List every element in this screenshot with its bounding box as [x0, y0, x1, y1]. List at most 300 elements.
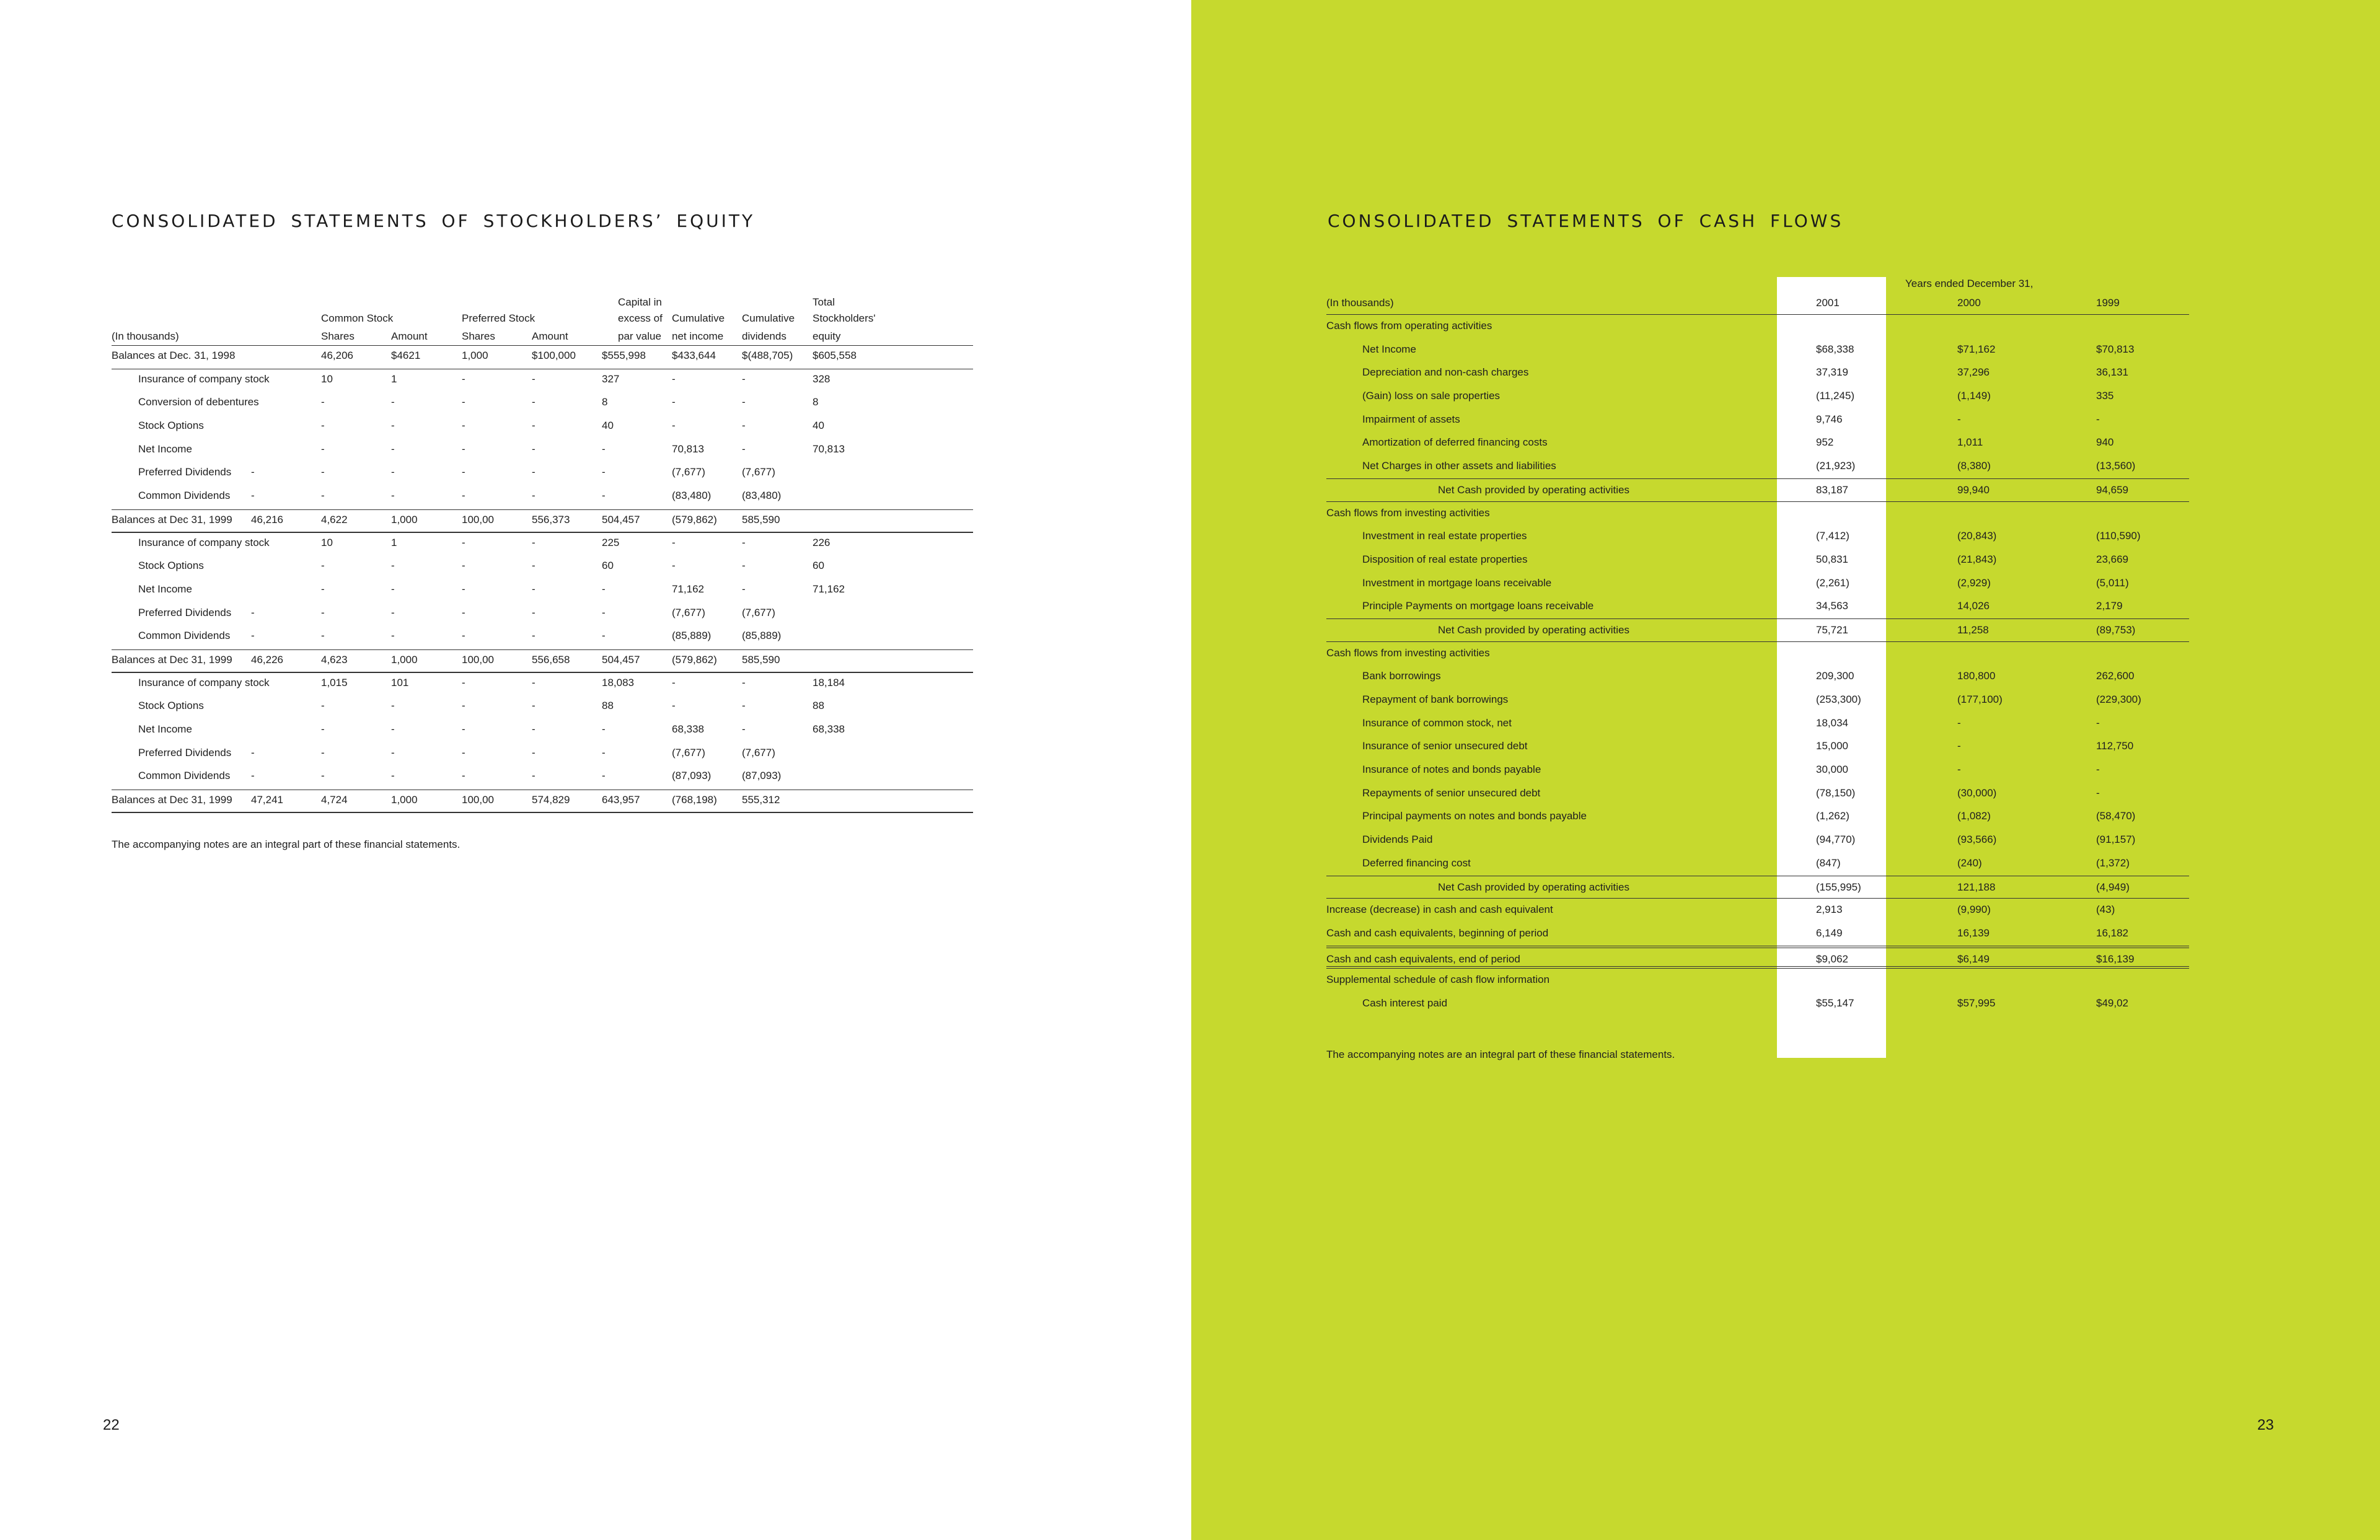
row-label: Preferred Dividends	[138, 746, 232, 759]
cell-cs-sh: -	[321, 606, 325, 618]
cell-2000: -	[1957, 716, 1961, 729]
header-ps-shares: Shares	[462, 330, 495, 342]
page-number-right: 23	[2257, 1417, 2274, 1433]
table-row	[1326, 805, 2189, 829]
cell-2001: (253,300)	[1816, 693, 1861, 705]
cell-2000: (2,929)	[1957, 576, 1991, 589]
cell-cap: -	[602, 583, 606, 595]
equity-footnote: The accompanying notes are an integral part of these financial statements.	[112, 838, 461, 850]
header-cs-amount: Amount	[391, 330, 428, 342]
cell-tot: 18,184	[813, 676, 845, 689]
cell-2001: $9,062	[1816, 953, 1848, 965]
cell-cs-sh: 10	[321, 536, 333, 548]
cell-cs-sh: -	[321, 746, 325, 759]
table-row	[112, 533, 973, 557]
cell-1999: (1,372)	[2096, 856, 2130, 869]
cell-1999: -	[2096, 786, 2100, 799]
cell-div: -	[742, 442, 746, 455]
cell-cs-am: -	[391, 700, 395, 712]
cell-ps-sh: -	[462, 583, 465, 595]
cell-2001: (94,770)	[1816, 834, 1856, 846]
header-ps-amount: Amount	[532, 330, 568, 342]
row-label: Depreciation and non-cash charges	[1362, 366, 1529, 379]
page-number-left: 22	[103, 1417, 120, 1433]
cell-ps-am: -	[532, 560, 536, 572]
cell-ps-am: -	[532, 442, 536, 455]
table-row	[1326, 525, 2189, 548]
balance-row	[112, 790, 973, 813]
cell-2000: (240)	[1957, 856, 1982, 869]
cell-2000: (177,100)	[1957, 693, 2003, 705]
cell-1999: -	[2096, 716, 2100, 729]
equity-title: CONSOLIDATED STATEMENTS OF STOCKHOLDERS’ EQUITY	[112, 211, 756, 231]
cell-ni: -	[672, 700, 676, 712]
cell-cs-am: 1	[391, 372, 397, 385]
cell-cs-am: 1	[391, 536, 397, 548]
balance-row	[112, 509, 973, 533]
cell-2001: 34,563	[1816, 600, 1848, 612]
cell-cap: $555,998	[602, 350, 646, 361]
cell-cs-sh: 4,623	[321, 653, 348, 666]
table-row	[1326, 829, 2189, 852]
table-row	[1326, 431, 2189, 455]
table-row	[112, 369, 973, 393]
cell-2000: 121,188	[1957, 881, 1996, 893]
cell-tot: $605,558	[813, 350, 857, 361]
cell-1999: (13,560)	[2096, 460, 2136, 472]
cell-2001: 2,913	[1816, 904, 1843, 916]
cell-2001: (2,261)	[1816, 576, 1849, 589]
row-label: Cash interest paid	[1362, 997, 1448, 1009]
row-label: Common Dividends	[138, 630, 231, 642]
cell-ps-am: -	[532, 606, 536, 618]
cell-cs-am: -	[391, 723, 395, 735]
table-row	[112, 486, 973, 509]
cell-cs-sh: -	[321, 442, 325, 455]
cell-2000: $71,162	[1957, 343, 1996, 355]
cell-1999: (89,753)	[2096, 623, 2136, 636]
cell-div: (83,480)	[742, 490, 782, 502]
row-label: Preferred Dividends	[138, 466, 232, 478]
cell-cs-am: 1,000	[391, 513, 418, 526]
cell-ps-am: -	[532, 372, 536, 385]
row-label: Balances at Dec 31, 1999	[112, 794, 232, 806]
section-header-row	[1326, 315, 2189, 338]
balance-row	[112, 346, 973, 369]
subtotal-row	[1326, 618, 2189, 642]
cell-cs-am: -	[391, 560, 395, 572]
cell-ps-sh: -	[462, 536, 465, 548]
row-label: Balances at Dec. 31, 1998	[112, 350, 236, 361]
cell-x: -	[251, 466, 255, 478]
header-total-1: Total	[813, 296, 835, 308]
row-label: Balances at Dec 31, 1999	[112, 653, 232, 666]
cell-ps-sh: -	[462, 466, 465, 478]
table-row	[1326, 782, 2189, 806]
cell-ps-am: -	[532, 630, 536, 642]
cell-cs-am: 1,000	[391, 794, 418, 806]
balance-row	[112, 649, 973, 673]
table-row	[112, 603, 973, 627]
cell-ni: (7,677)	[672, 606, 705, 618]
cell-cs-am: 1,000	[391, 653, 418, 666]
table-row	[1326, 548, 2189, 572]
cell-ni: -	[672, 676, 676, 689]
row-label: Common Dividends	[138, 490, 231, 502]
cell-ni: (85,889)	[672, 630, 712, 642]
cash-flows-table	[1326, 276, 2189, 1016]
cell-cap: 60	[602, 560, 614, 572]
cell-cs-sh: 4,622	[321, 513, 348, 526]
cell-2000: (93,566)	[1957, 834, 1997, 846]
row-label: Impairment of assets	[1362, 413, 1460, 425]
cell-cs-am: -	[391, 442, 395, 455]
cell-1999: (58,470)	[2096, 810, 2136, 822]
row-label: (Gain) loss on sale properties	[1362, 390, 1501, 402]
cell-cs-am: 101	[391, 676, 409, 689]
row-label: Investment in mortgage loans receivable	[1362, 576, 1552, 589]
cell-cs-sh: 1,015	[321, 676, 348, 689]
cell-cs-am: -	[391, 420, 395, 432]
cell-cap: 18,083	[602, 676, 634, 689]
cell-ps-sh: -	[462, 700, 465, 712]
row-label: Net Cash provided by operating activities	[1438, 623, 1629, 636]
table-row	[1326, 922, 2189, 946]
cell-1999: 940	[2096, 436, 2114, 449]
row-label: Repayment of bank borrowings	[1362, 693, 1509, 705]
cell-ps-sh: -	[462, 560, 465, 572]
cell-2001: (847)	[1816, 856, 1841, 869]
row-label: Preferred Dividends	[138, 606, 232, 618]
cell-ps-sh: -	[462, 723, 465, 735]
cell-tot: 60	[813, 560, 824, 572]
cell-1999: (110,590)	[2096, 530, 2141, 542]
table-row	[1326, 735, 2189, 759]
cell-div: -	[742, 420, 746, 432]
cell-ps-sh: -	[462, 630, 465, 642]
cell-1999: (43)	[2096, 904, 2115, 916]
cell-2001: 37,319	[1816, 366, 1848, 379]
cell-ps-sh: -	[462, 420, 465, 432]
table-row	[112, 392, 973, 416]
cell-2001: 30,000	[1816, 763, 1848, 776]
cell-2000: $6,149	[1957, 953, 1990, 965]
table-row	[112, 556, 973, 579]
cell-ps-am: -	[532, 770, 536, 782]
cell-cs-sh: -	[321, 723, 325, 735]
row-label: Net Charges in other assets and liabilities	[1362, 460, 1556, 472]
cell-2001: 75,721	[1816, 623, 1848, 636]
cell-div: -	[742, 676, 746, 689]
cell-1999: 36,131	[2096, 366, 2128, 379]
cell-div: (7,677)	[742, 466, 775, 478]
cell-2001: 18,034	[1816, 716, 1848, 729]
row-label: Principle Payments on mortgage loans receivable	[1362, 600, 1594, 612]
row-label: Conversion of debentures	[138, 396, 259, 408]
cash-flows-table-header	[1326, 276, 2189, 315]
row-label: Cash and cash equivalents, beginning of period	[1326, 926, 1549, 939]
cell-ps-sh: 100,00	[462, 513, 494, 526]
cell-ps-am: -	[532, 396, 536, 408]
cell-cs-sh: -	[321, 630, 325, 642]
table-row	[112, 673, 973, 697]
cell-cap: 8	[602, 396, 608, 408]
row-label: Net Income	[138, 442, 192, 455]
cell-ni: $433,644	[672, 350, 716, 361]
cell-2000: 99,940	[1957, 483, 1990, 496]
row-label: Cash flows from investing activities	[1326, 506, 1490, 519]
cell-ps-sh: -	[462, 490, 465, 502]
cell-ps-sh: -	[462, 372, 465, 385]
section-header-row	[1326, 969, 2189, 992]
table-row	[112, 579, 973, 603]
cell-1999: $70,813	[2096, 343, 2135, 355]
cell-2001: 952	[1816, 436, 1834, 449]
cell-ps-sh: -	[462, 442, 465, 455]
cell-ps-am: 556,658	[532, 653, 570, 666]
cell-tot: 226	[813, 536, 831, 548]
cell-cap: 40	[602, 420, 614, 432]
cell-div: (7,677)	[742, 746, 775, 759]
cell-2001: 9,746	[1816, 413, 1843, 425]
cell-ps-sh: 100,00	[462, 653, 494, 666]
cell-2000: (1,149)	[1957, 390, 1991, 402]
cell-2001: $68,338	[1816, 343, 1854, 355]
cell-cs-sh: -	[321, 770, 325, 782]
subtotal-row	[1326, 478, 2189, 502]
cell-1999: (4,949)	[2096, 881, 2130, 893]
cell-2001: 15,000	[1816, 740, 1848, 752]
cell-x: 46,226	[251, 653, 283, 666]
cell-cap: 504,457	[602, 653, 640, 666]
cell-tot: 40	[813, 420, 824, 432]
table-row	[1326, 361, 2189, 385]
cell-ni: (579,862)	[672, 513, 717, 526]
cell-x: -	[251, 630, 255, 642]
cell-1999: $16,139	[2096, 953, 2135, 965]
section-header-row	[1326, 502, 2189, 526]
cell-ps-sh: -	[462, 676, 465, 689]
cell-ni: (768,198)	[672, 794, 717, 806]
cell-1999: 335	[2096, 390, 2114, 402]
row-label: Cash flows from investing activities	[1326, 646, 1490, 659]
cell-ni: (579,862)	[672, 653, 717, 666]
cell-2000: -	[1957, 763, 1961, 776]
cell-div: $(488,705)	[742, 350, 793, 361]
row-label: Common Dividends	[138, 770, 231, 782]
row-label: Insurance of company stock	[138, 676, 270, 689]
cell-cs-am: -	[391, 396, 395, 408]
table-row	[112, 696, 973, 719]
row-label: Disposition of real estate properties	[1362, 553, 1528, 565]
header-dividends: dividends	[742, 330, 787, 342]
cell-2001: 6,149	[1816, 926, 1843, 939]
cell-1999: (5,011)	[2096, 576, 2129, 589]
cell-div: (85,889)	[742, 630, 782, 642]
cell-x: -	[251, 490, 255, 502]
cell-x: 46,216	[251, 513, 283, 526]
cell-2001: (11,245)	[1816, 390, 1855, 402]
header-total-3: equity	[813, 330, 841, 342]
cell-cs-sh: 4,724	[321, 794, 348, 806]
header-unit: (In thousands)	[1326, 297, 1394, 309]
header-year-1999: 1999	[2096, 297, 2120, 309]
row-label: Stock Options	[138, 560, 204, 572]
cell-cap: 327	[602, 372, 620, 385]
cell-ps-am: -	[532, 676, 536, 689]
cell-2000: (20,843)	[1957, 530, 1997, 542]
cell-ps-am: $100,000	[532, 350, 576, 361]
cell-div: 585,590	[742, 653, 780, 666]
table-row	[1326, 385, 2189, 408]
cell-2001: 83,187	[1816, 483, 1848, 496]
table-row	[1326, 572, 2189, 596]
table-row	[1326, 595, 2189, 618]
cell-div: -	[742, 583, 746, 595]
cell-cap: -	[602, 770, 606, 782]
row-label: Insurance of common stock, net	[1362, 716, 1512, 729]
cell-cap: -	[602, 746, 606, 759]
cell-ps-am: -	[532, 583, 536, 595]
table-row	[1326, 946, 2189, 969]
cell-div: (87,093)	[742, 770, 782, 782]
table-row	[112, 439, 973, 463]
cell-ps-am: -	[532, 700, 536, 712]
header-year-2001: 2001	[1816, 297, 1840, 309]
cell-2000: 14,026	[1957, 600, 1990, 612]
cell-2001: (155,995)	[1816, 881, 1861, 893]
cell-cs-sh: -	[321, 420, 325, 432]
cell-div: -	[742, 396, 746, 408]
cell-cap: -	[602, 442, 606, 455]
cell-2000: (21,843)	[1957, 553, 1997, 565]
row-label: Net Cash provided by operating activities	[1438, 881, 1629, 893]
cell-ps-sh: 100,00	[462, 794, 494, 806]
table-row	[112, 743, 973, 767]
cell-div: -	[742, 560, 746, 572]
cell-2000: 11,258	[1957, 623, 1989, 636]
cell-cs-am: -	[391, 583, 395, 595]
header-net-income: net income	[672, 330, 724, 342]
cell-cap: -	[602, 630, 606, 642]
row-label: Amortization of deferred financing costs	[1362, 436, 1548, 449]
cell-ni: 71,162	[672, 583, 704, 595]
cell-2000: -	[1957, 740, 1961, 752]
cell-div: 585,590	[742, 513, 780, 526]
cell-2001: (78,150)	[1816, 786, 1856, 799]
cell-ni: (7,677)	[672, 746, 705, 759]
table-row	[1326, 408, 2189, 432]
cell-ps-sh: -	[462, 770, 465, 782]
cell-cs-am: $4621	[391, 350, 421, 361]
cell-ps-sh: -	[462, 606, 465, 618]
row-label: Insurance of notes and bonds payable	[1362, 763, 1541, 776]
cell-ps-sh: 1,000	[462, 350, 488, 361]
cell-cs-sh: -	[321, 466, 325, 478]
cell-tot: 8	[813, 396, 819, 408]
cell-tot: 68,338	[813, 723, 845, 735]
cell-tot: 328	[813, 372, 831, 385]
cell-1999: 262,600	[2096, 670, 2135, 682]
cell-cs-am: -	[391, 770, 395, 782]
row-label: Dividends Paid	[1362, 834, 1433, 846]
cell-2000: (8,380)	[1957, 460, 1991, 472]
cell-1999: 2,179	[2096, 600, 2123, 612]
cell-2001: 50,831	[1816, 553, 1848, 565]
table-row	[1326, 852, 2189, 876]
cell-ps-sh: -	[462, 396, 465, 408]
cell-div: -	[742, 700, 746, 712]
row-label: Repayments of senior unsecured debt	[1362, 786, 1541, 799]
row-label: Net Income	[138, 583, 192, 595]
header-capital-1: Capital in	[618, 296, 662, 308]
cell-div: -	[742, 536, 746, 548]
cell-cs-am: -	[391, 490, 395, 502]
cell-cs-sh: -	[321, 396, 325, 408]
cell-cs-sh: 10	[321, 372, 333, 385]
cell-ps-am: -	[532, 536, 536, 548]
cell-cs-sh: -	[321, 560, 325, 572]
row-label: Net Income	[138, 723, 192, 735]
cell-cs-am: -	[391, 606, 395, 618]
cell-1999: -	[2096, 763, 2100, 776]
cell-ps-am: -	[532, 746, 536, 759]
table-row	[112, 416, 973, 439]
cell-cs-sh: -	[321, 583, 325, 595]
cell-cap: -	[602, 490, 606, 502]
cell-ps-am: 556,373	[532, 513, 570, 526]
table-row	[112, 626, 973, 649]
cell-tot: 71,162	[813, 583, 845, 595]
table-row	[112, 462, 973, 486]
row-label: Net Income	[1362, 343, 1416, 355]
cell-2001: (7,412)	[1816, 530, 1849, 542]
cell-cap: 88	[602, 700, 614, 712]
cell-x: -	[251, 770, 255, 782]
cell-2000: (1,082)	[1957, 810, 1991, 822]
header-capital-2: excess of	[618, 312, 663, 324]
cell-2000: 16,139	[1957, 926, 1990, 939]
row-label: Deferred financing cost	[1362, 856, 1471, 869]
row-label: Supplemental schedule of cash flow information	[1326, 974, 1550, 986]
cell-1999: -	[2096, 413, 2100, 425]
header-preferred-stock: Preferred Stock	[462, 312, 536, 324]
section-header-row	[1326, 642, 2189, 666]
cell-cap: 504,457	[602, 513, 640, 526]
cash-flows-table-body	[1326, 315, 2189, 1016]
cell-div: (7,677)	[742, 606, 775, 618]
equity-table	[112, 296, 973, 813]
subtotal-row	[1326, 876, 2189, 899]
row-label: Cash and cash equivalents, end of period	[1326, 953, 1520, 965]
header-capital-3: par value	[618, 330, 661, 342]
cell-2000: -	[1957, 413, 1961, 425]
cell-2001: (21,923)	[1816, 460, 1856, 472]
cell-1999: 23,669	[2096, 553, 2128, 565]
cell-tot: 88	[813, 700, 824, 712]
row-label: Net Cash provided by operating activities	[1438, 483, 1629, 496]
cell-2000: (30,000)	[1957, 786, 1997, 799]
cell-ps-am: -	[532, 490, 536, 502]
cell-cap: -	[602, 606, 606, 618]
row-label: Insurance of senior unsecured debt	[1362, 740, 1528, 752]
header-cumulative-div: Cumulative	[742, 312, 795, 324]
equity-table-header	[112, 296, 973, 346]
cell-cs-am: -	[391, 746, 395, 759]
cell-cs-am: -	[391, 466, 395, 478]
table-row	[112, 766, 973, 790]
header-unit: (In thousands)	[112, 330, 179, 342]
